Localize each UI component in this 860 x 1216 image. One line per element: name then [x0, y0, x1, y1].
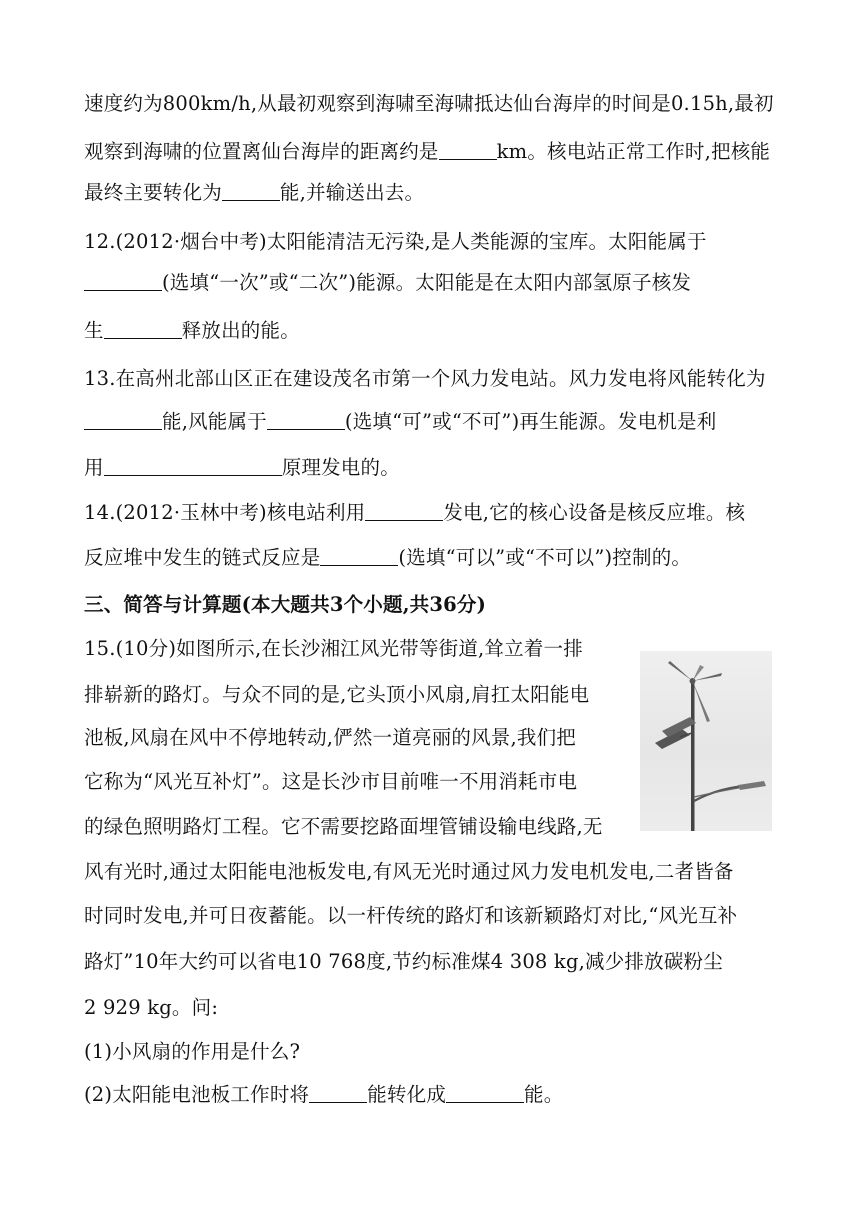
- answer-blank[interactable]: [104, 320, 182, 339]
- intro-line-3: 最终主要转化为 能,并输送出去。: [84, 181, 425, 204]
- turbine-blade: [693, 681, 711, 722]
- answer-blank[interactable]: [446, 1084, 524, 1103]
- question-15-line-6: 风有光时,通过太阳能电池板发电,有风无光时通过风力发电机发电,二者皆备: [84, 860, 734, 883]
- street-lamp-photo: [640, 651, 772, 831]
- answer-blank[interactable]: [320, 547, 398, 566]
- question-15-line-1: 15.(10分)如图所示,在长沙湘江风光带等街道,耸立着一排: [84, 637, 583, 660]
- question-13-line-2: 能,风能属于 (选填“可”或“不可”)再生能源。发电机是利: [84, 410, 716, 434]
- intro-line-2: 观察到海啸的位置离仙台海岸的距离约是 km。核电站正常工作时,把核能: [84, 140, 771, 163]
- question-15-line-8: 路灯”10年大约可以省电10 768度,节约标准煤4 308 kg,减少排放碳粉尘: [84, 950, 723, 973]
- question-15-line-7: 时同时发电,并可日夜蓄能。以一杆传统的路灯和该新颖路灯对比,“风光互补: [84, 904, 738, 927]
- wind-solar-street-lamp-illustration: [640, 651, 772, 831]
- answer-blank[interactable]: [267, 411, 345, 430]
- intro-line-1: 速度约为800km/h,从最初观察到海啸至海啸抵达仙台海岸的时间是0.15h,最初: [84, 92, 774, 115]
- question-15-line-4: 它称为“风光互补灯”。这是长沙市目前唯一不用消耗市电: [84, 770, 578, 793]
- question-15-sub-1: (1)小风扇的作用是什么?: [84, 1040, 301, 1063]
- answer-blank[interactable]: [84, 411, 162, 430]
- question-15-sub-2: (2)太阳能电池板工作时将 能转化成 能。: [84, 1083, 564, 1106]
- question-15-line-5: 的绿色照明路灯工程。它不需要挖路面埋管铺设输电线路,无: [84, 815, 603, 838]
- answer-blank[interactable]: [439, 141, 497, 160]
- answer-blank[interactable]: [365, 502, 443, 521]
- question-14-line-2: 反应堆中发生的链式反应是 (选填“可以”或“不可以”)控制的。: [84, 546, 692, 569]
- question-12-line-2: (选填“一次”或“二次”)能源。太阳能是在太阳内部氢原子核发: [84, 271, 691, 295]
- answer-blank[interactable]: [222, 182, 280, 201]
- question-15-line-2: 排崭新的路灯。与众不同的是,它头顶小风扇,肩扛太阳能电: [84, 683, 590, 706]
- answer-blank[interactable]: [309, 1084, 367, 1103]
- lamp-pole: [691, 681, 695, 831]
- question-12-line-3: 生 释放出的能。: [84, 319, 300, 342]
- question-15-line-9: 2 929 kg。问:: [84, 996, 219, 1019]
- lamp-head: [738, 781, 766, 790]
- answer-blank[interactable]: [84, 272, 162, 291]
- answer-blank[interactable]: [104, 457, 282, 476]
- question-13-line-3: 用 原理发电的。: [84, 456, 400, 479]
- question-12-line-1: 12.(2012·烟台中考)太阳能清洁无污染,是人类能源的宝库。太阳能属于: [84, 230, 707, 253]
- turbine-blade: [668, 661, 693, 681]
- section-heading: 三、简答与计算题(本大题共3个小题,共36分): [84, 593, 487, 616]
- question-13-line-1: 13.在高州北部山区正在建设茂名市第一个风力发电站。风力发电将风能转化为: [84, 367, 766, 390]
- question-14-line-1: 14.(2012·玉林中考)核电站利用 发电,它的核心设备是核反应堆。核: [84, 501, 746, 524]
- question-15-line-3: 池板,风扇在风中不停地转动,俨然一道亮丽的风景,我们把: [84, 726, 576, 749]
